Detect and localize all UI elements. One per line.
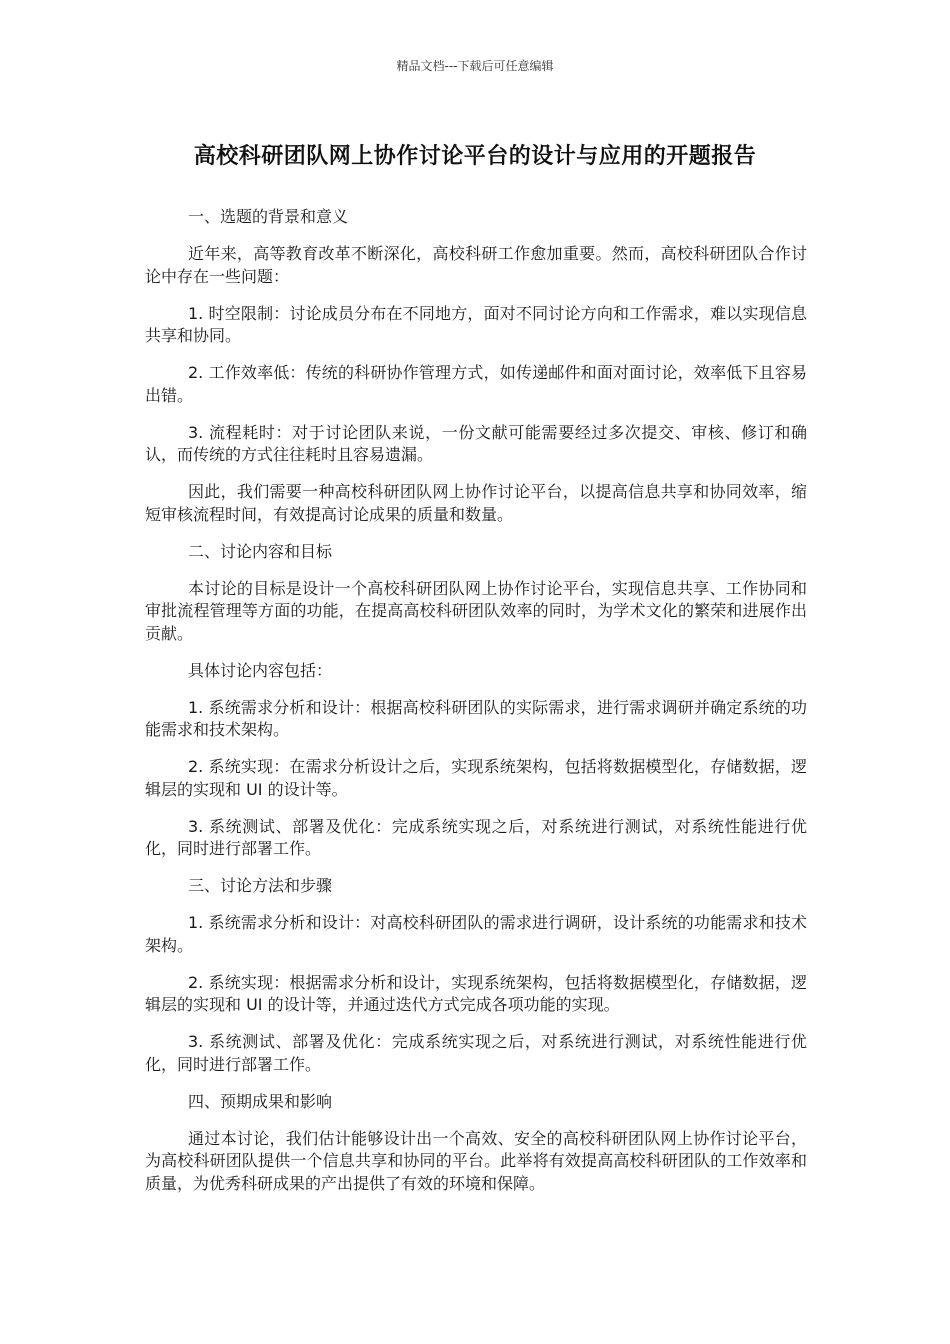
list-item: 2. 系统实现：根据需求分析和设计，实现系统架构，包括将数据模型化，存储数据，逻辑层的实现和 UI 的设计等，并通过迭代方式完成各项功能的实现。 bbox=[145, 972, 807, 1014]
document-body bbox=[145, 206, 807, 1210]
list-item: 3. 系统测试、部署及优化：完成系统实现之后，对系统进行测试，对系统性能进行优化，同时进行部署工作。 bbox=[145, 816, 807, 858]
paragraph: 近年来，高等教育改革不断深化，高校科研工作愈加重要。然而，高校科研团队合作讨论中存在一些问题： bbox=[145, 244, 807, 286]
section-heading-content: 二、讨论内容和目标 bbox=[188, 541, 333, 561]
list-item: 1. 系统需求分析和设计：对高校科研团队的需求进行调研，设计系统的功能需求和技术架构。 bbox=[145, 913, 807, 955]
section-heading-outcomes: 四、预期成果和影响 bbox=[188, 1091, 333, 1111]
paragraph: 具体讨论内容包括： bbox=[188, 660, 333, 680]
section-heading-methods: 三、讨论方法和步骤 bbox=[188, 876, 333, 895]
section-heading-background: 一、选题的背景和意义 bbox=[188, 207, 349, 226]
list-item: 1. 系统需求分析和设计：根据高校科研团队的实际需求，进行需求调研并确定系统的功能需求和技术架构。 bbox=[145, 697, 807, 739]
page-header-note: 精品文档---下载后可任意编辑 bbox=[396, 59, 554, 73]
paragraph: 本讨论的目标是设计一个高校科研团队网上协作讨论平台，实现信息共享、工作协同和审批流程管理等方面的功能，在提高高校科研团队效率的同时，为学术文化的繁荣和进展作出贡献。 bbox=[145, 578, 807, 643]
paragraph: 因此，我们需要一种高校科研团队网上协作讨论平台，以提高信息共享和协同效率，缩短审核流程时间，有效提高讨论成果的质量和数量。 bbox=[145, 482, 807, 524]
list-item: 1. 时空限制：讨论成员分布在不同地方，面对不同讨论方向和工作需求，难以实现信息共享和协同。 bbox=[145, 303, 807, 345]
document-title: 高校科研团队网上协作讨论平台的设计与应用的开题报告 bbox=[193, 144, 757, 169]
list-item: 2. 系统实现：在需求分析设计之后，实现系统架构，包括将数据模型化，存储数据，逻辑层的实现和 UI 的设计等。 bbox=[145, 757, 807, 799]
list-item: 3. 流程耗时：对于讨论团队来说，一份文献可能需要经过多次提交、审核、修订和确认，而传统的方式往往耗时且容易遗漏。 bbox=[145, 422, 807, 464]
paragraph: 通过本讨论，我们估计能够设计出一个高效、安全的高校科研团队网上协作讨论平台，为高校科研团队提供一个信息共享和协同的平台。此举将有效提高高校科研团队的工作效率和质量，为优秀科研成果的产出提供了有效的环境和保障。 bbox=[145, 1128, 807, 1193]
list-item: 3. 系统测试、部署及优化：完成系统实现之后，对系统进行测试，对系统性能进行优化，同时进行部署工作。 bbox=[145, 1032, 807, 1074]
list-item: 2. 工作效率低：传统的科研协作管理方式，如传递邮件和面对面讨论，效率低下且容易出错。 bbox=[145, 363, 807, 405]
